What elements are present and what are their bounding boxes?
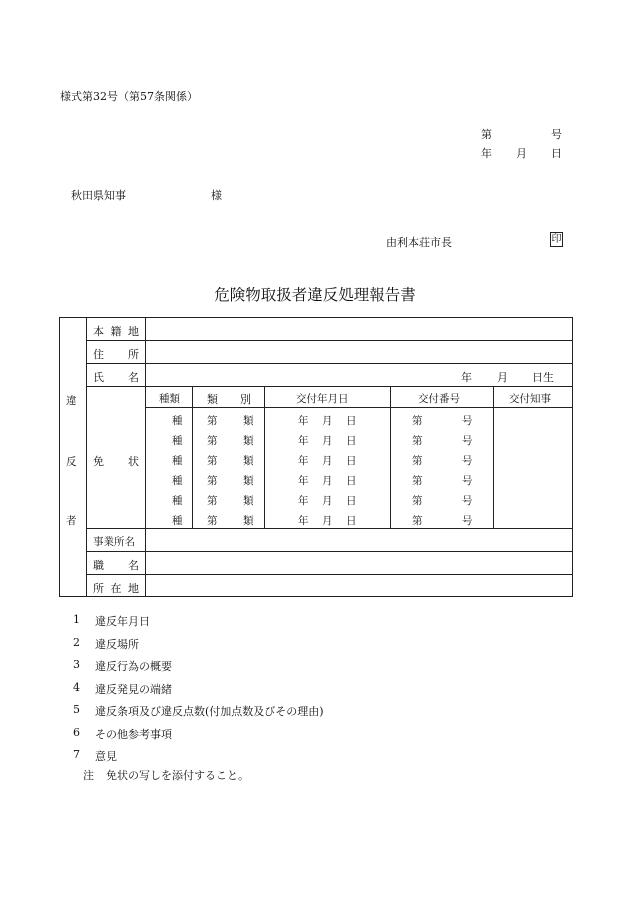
addressee-honorific: 様 (211, 189, 222, 202)
sender-name: 由利本荘市長 (386, 236, 452, 249)
license-cell-no-a: 第 (412, 455, 423, 467)
doc-date-day: 日 (551, 147, 562, 160)
header-issuer: 交付知事 (509, 393, 551, 405)
item-text: 違反条項及び違反点数(付加点数及びその理由) (95, 705, 324, 718)
license-cell-class-a: 第 (207, 415, 218, 427)
license-cell-m: 月 (322, 455, 333, 467)
item-number: 7 (73, 748, 80, 761)
side-label-3: 者 (66, 515, 77, 527)
item-text: 違反場所 (95, 637, 139, 651)
doc-no-prefix: 第 (481, 128, 492, 141)
label-jusho: 住 所 (93, 348, 139, 361)
label-honseki: 本 籍 地 (93, 325, 139, 338)
license-cell-m: 月 (322, 415, 333, 427)
birth-day: 日生 (532, 371, 554, 384)
birth-month: 月 (497, 371, 508, 384)
license-cell-no-a: 第 (412, 435, 423, 447)
item-number: 2 (73, 635, 80, 649)
seal-stamp: 印 (551, 234, 562, 245)
birth-year: 年 (461, 371, 472, 384)
license-cell-no-b: 号 (462, 435, 473, 447)
license-cell-d: 日 (346, 435, 357, 447)
license-cell-type: 種 (172, 475, 183, 487)
license-cell-no-b: 号 (462, 515, 473, 527)
license-cell-class-a: 第 (207, 435, 218, 447)
license-cell-no-b: 号 (462, 455, 473, 467)
item-text: 意見 (95, 750, 117, 763)
header-type: 種類 (159, 393, 180, 405)
license-cell-m: 月 (322, 495, 333, 507)
license-cell-y: 年 (298, 475, 309, 487)
doc-date-month: 月 (516, 147, 527, 160)
label-location: 所 在 地 (93, 582, 139, 595)
license-cell-class-b: 類 (243, 515, 254, 527)
license-cell-m: 月 (322, 435, 333, 447)
label-office: 事業所名 (93, 536, 135, 548)
license-cell-class-a: 第 (207, 455, 218, 467)
license-cell-no-a: 第 (412, 515, 423, 527)
license-cell-class-b: 類 (243, 415, 254, 427)
license-cell-y: 年 (298, 515, 309, 527)
item-number: 3 (73, 658, 80, 671)
page-title: 危険物取扱者違反処理報告書 (214, 286, 416, 304)
note-label: 注 (83, 769, 94, 782)
license-cell-d: 日 (346, 515, 357, 527)
label-menjo: 免 状 (93, 455, 139, 468)
license-cell-class-b: 類 (243, 435, 254, 447)
license-cell-m: 月 (322, 475, 333, 487)
license-cell-no-b: 号 (462, 475, 473, 487)
license-cell-no-a: 第 (412, 475, 423, 487)
label-position: 職 名 (93, 559, 139, 572)
license-cell-class-a: 第 (207, 495, 218, 507)
license-cell-class-a: 第 (207, 515, 218, 527)
license-cell-no-b: 号 (462, 415, 473, 427)
header-issue-date: 交付年月日 (296, 393, 349, 405)
item-text: 違反年月日 (95, 615, 150, 628)
label-shimei: 氏 名 (93, 371, 139, 384)
license-cell-no-a: 第 (412, 495, 423, 507)
license-cell-class-a: 第 (207, 475, 218, 487)
side-label-2: 反 (66, 456, 77, 468)
item-text: 違反行為の概要 (95, 660, 172, 673)
license-cell-no-a: 第 (412, 415, 423, 427)
side-label-1: 違 (66, 395, 77, 407)
license-cell-class-b: 類 (243, 495, 254, 507)
header-issue-no: 交付番号 (418, 393, 460, 405)
item-number: 4 (73, 680, 80, 694)
doc-no-suffix: 号 (551, 128, 562, 141)
license-cell-class-b: 類 (243, 475, 254, 487)
license-cell-y: 年 (298, 415, 309, 427)
license-cell-type: 種 (172, 515, 183, 527)
item-text: 違反発見の端緒 (95, 682, 172, 696)
form-id: 様式第32号（第57条関係） (60, 90, 198, 103)
license-cell-class-b: 類 (243, 455, 254, 467)
license-cell-type: 種 (172, 455, 183, 467)
note-text: 免状の写しを添付すること。 (106, 769, 249, 782)
license-cell-d: 日 (346, 455, 357, 467)
license-cell-type: 種 (172, 435, 183, 447)
license-cell-d: 日 (346, 415, 357, 427)
item-text: その他参考事項 (95, 727, 172, 741)
item-number: 6 (73, 725, 80, 739)
license-cell-d: 日 (346, 495, 357, 507)
item-number: 5 (73, 703, 80, 716)
license-cell-type: 種 (172, 415, 183, 427)
doc-date-year: 年 (481, 147, 492, 160)
license-cell-type: 種 (172, 495, 183, 507)
license-cell-y: 年 (298, 495, 309, 507)
license-cell-no-b: 号 (462, 495, 473, 507)
license-cell-y: 年 (298, 455, 309, 467)
license-cell-d: 日 (346, 475, 357, 487)
license-cell-m: 月 (322, 515, 333, 527)
addressee-name: 秋田県知事 (71, 189, 126, 202)
header-class: 類 別 (207, 393, 251, 406)
license-cell-y: 年 (298, 435, 309, 447)
item-number: 1 (73, 613, 80, 626)
